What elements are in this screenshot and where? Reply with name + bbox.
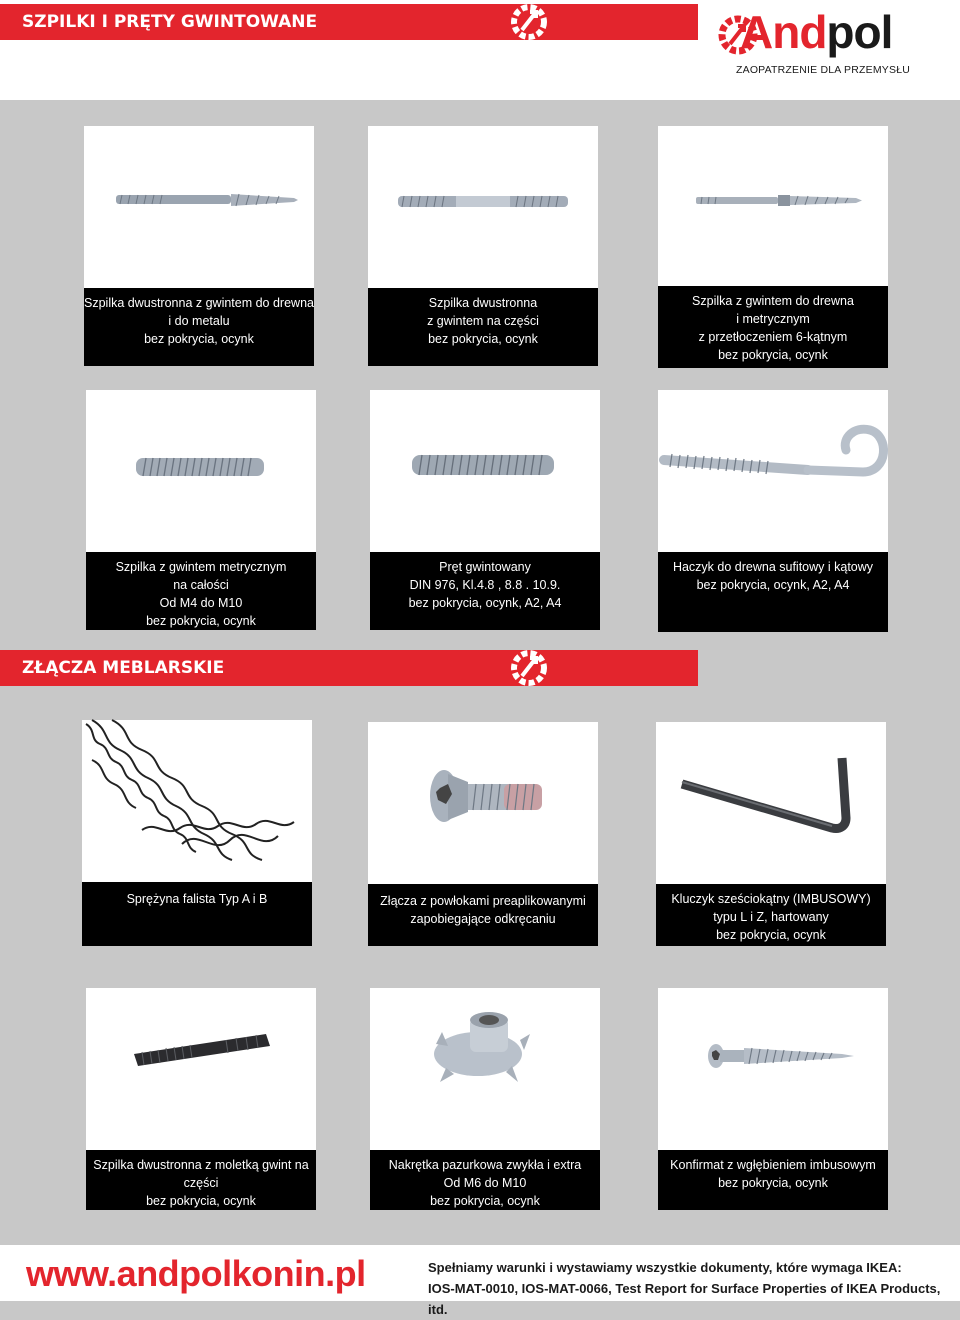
section-banner-studs — [0, 4, 698, 40]
caption-line: i metrycznym — [736, 312, 810, 326]
product-caption — [368, 884, 598, 946]
andpol-logo — [716, 4, 911, 84]
product-photo — [86, 988, 316, 1150]
tee-nut-icon — [370, 988, 600, 1150]
product-photo — [656, 722, 886, 884]
screw-hook-icon — [658, 390, 888, 552]
product-card[interactable] — [658, 988, 888, 1210]
caption-line: bez pokrycia, ocynk — [144, 332, 254, 346]
website-link[interactable]: www.andpolkonin.pl — [26, 1253, 366, 1294]
caption-line: bez pokrycia, ocynk — [428, 332, 538, 346]
product-caption — [370, 552, 600, 630]
caption-line: Złącza z powłokami preaplikowanymi — [380, 894, 586, 908]
logo-wordmark — [740, 4, 892, 60]
patched-bolt-icon — [368, 722, 598, 884]
section-title: ZŁĄCZA MEBLARSKIE — [22, 658, 225, 678]
product-card[interactable] — [86, 988, 316, 1210]
caption-line: bez pokrycia, ocynk, A2, A4 — [696, 578, 850, 592]
caption-line: Szpilka dwustronna z gwintem do drewna — [84, 296, 314, 310]
zigzag-spring-icon — [82, 720, 312, 882]
caption-line: części — [183, 1176, 219, 1190]
caption-line: Szpilka dwustronna — [428, 296, 538, 310]
double-stud-icon — [368, 126, 598, 288]
caption-line: Szpilka z gwintem do drewna — [692, 294, 854, 308]
caption-line: Nakrętka pazurkowa zwykła i extra — [388, 1158, 582, 1172]
caption-line: bez pokrycia, ocynk — [146, 614, 256, 628]
product-caption — [84, 288, 314, 366]
caption-line: i do metalu — [168, 314, 230, 328]
gear-arrow-icon — [508, 0, 550, 42]
caption-line: zapobiegające odkręcaniu — [410, 912, 556, 926]
caption-line: bez pokrycia, ocynk — [430, 1194, 540, 1208]
product-card[interactable] — [658, 390, 888, 632]
product-photo — [370, 988, 600, 1150]
product-card[interactable] — [86, 390, 316, 630]
product-photo — [368, 722, 598, 884]
knurled-stud-icon — [86, 988, 316, 1150]
gear-arrow-icon — [508, 646, 550, 688]
product-caption — [658, 1150, 888, 1210]
caption-line: bez pokrycia, ocynk — [716, 928, 826, 942]
confirmat-screw-icon — [658, 988, 888, 1150]
threaded-rod-icon — [370, 390, 600, 552]
product-card[interactable] — [658, 126, 888, 368]
caption-line: DIN 976, Kl.4.8 , 8.8 . 10.9. — [409, 578, 561, 592]
product-photo — [658, 126, 888, 286]
product-photo — [658, 988, 888, 1150]
logo-tagline: ZAOPATRZENIE DLA PRZEMYSŁU — [736, 64, 911, 76]
product-caption — [86, 1150, 316, 1210]
caption-line: Pręt gwintowany — [439, 560, 531, 574]
product-caption — [656, 884, 886, 946]
product-card[interactable] — [368, 722, 598, 946]
product-photo — [82, 720, 312, 882]
product-photo — [370, 390, 600, 552]
product-photo — [86, 390, 316, 552]
caption-line: na całości — [173, 578, 229, 592]
hex-stud-icon — [658, 126, 888, 286]
allen-key-icon — [656, 722, 886, 884]
note-line: IOS-MAT-0010, IOS-MAT-0066, Test Report for Surface Properties of IKEA Products, itd. — [428, 1281, 941, 1317]
caption-line: z gwintem na części — [427, 314, 539, 328]
footer — [0, 1245, 960, 1317]
caption-line: Szpilka z gwintem metrycznym — [115, 560, 287, 574]
caption-line: Haczyk do drewna sufitowy i kątowy — [672, 560, 874, 574]
product-caption — [82, 882, 312, 946]
caption-line: bez pokrycia, ocynk, A2, A4 — [408, 596, 562, 610]
product-card[interactable] — [84, 126, 314, 366]
caption-line: bez pokrycia, ocynk — [146, 1194, 256, 1208]
logo-part-and: And — [740, 6, 827, 58]
set-screw-icon — [86, 390, 316, 552]
ikea-compliance-note — [428, 1257, 960, 1320]
product-photo — [368, 126, 598, 288]
product-caption — [370, 1150, 600, 1210]
caption-line: Szpilka dwustronna z moletką gwint na — [93, 1158, 309, 1172]
product-card[interactable] — [656, 722, 886, 946]
product-card[interactable] — [370, 390, 600, 630]
caption-line: bez pokrycia, ocynk — [718, 1176, 828, 1190]
product-photo — [84, 126, 314, 288]
product-card[interactable] — [370, 988, 600, 1210]
product-caption — [658, 552, 888, 632]
caption-line: bez pokrycia, ocynk — [718, 348, 828, 362]
caption-line: Od M6 do M10 — [443, 1176, 527, 1190]
product-photo — [658, 390, 888, 552]
section-banner-furniture — [0, 650, 698, 686]
caption-line: Kluczyk sześciokątny (IMBUSOWY) — [671, 892, 871, 906]
product-caption — [658, 286, 888, 368]
product-caption — [368, 288, 598, 366]
product-card[interactable] — [368, 126, 598, 366]
caption-line: Sprężyna falista Typ A i B — [126, 892, 268, 906]
caption-line: z przetłoczeniem 6-kątnym — [698, 330, 848, 344]
logo-part-pol: pol — [826, 6, 893, 58]
section-title: SZPILKI I PRĘTY GWINTOWANE — [22, 12, 318, 32]
caption-line: Konfirmat z wgłębieniem imbusowym — [670, 1158, 876, 1172]
note-line: Spełniamy warunki i wystawiamy wszystkie dokumenty, które wymaga IKEA: — [428, 1260, 902, 1275]
wood-metal-stud-icon — [84, 126, 314, 288]
caption-line: typu L i Z, hartowany — [713, 910, 829, 924]
caption-line: Od M4 do M10 — [159, 596, 243, 610]
product-card[interactable] — [82, 720, 312, 946]
product-caption — [86, 552, 316, 630]
